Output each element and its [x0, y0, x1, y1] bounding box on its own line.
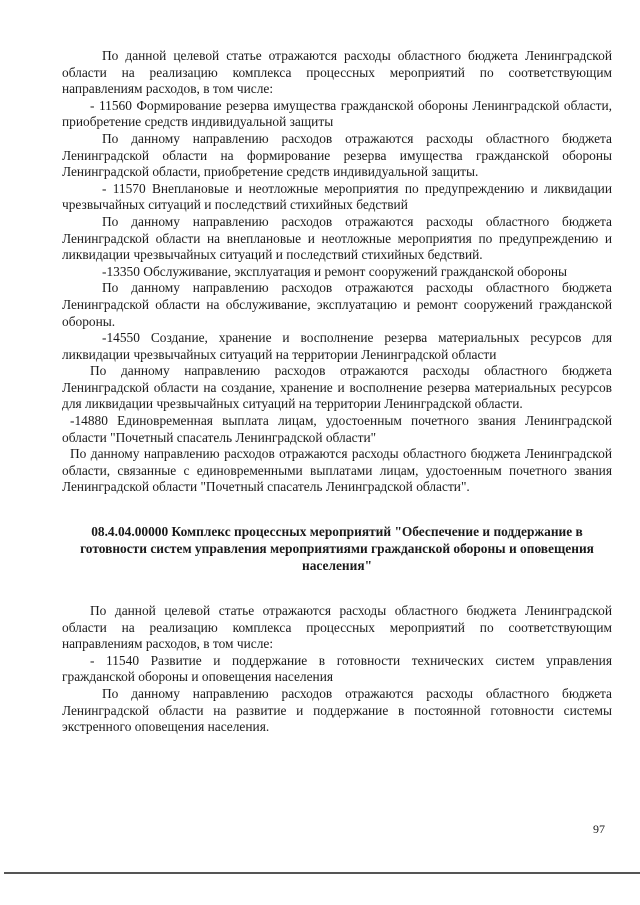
paragraph-description-13350: По данному направлению расходов отражаются расходы областного бюджета Ленинградской области на обслуживание, эксплуатацию и ремонт сооружений гражданской обороны.: [62, 280, 612, 329]
section-heading: 08.4.04.00000 Комплекс процессных мероприятий "Обеспечение и поддержание в готовности систем управления мероприятиями гражданской обороны и оповещения населения": [80, 524, 594, 574]
paragraph-description-14550: По данному направлению расходов отражаются расходы областного бюджета Ленинградской области на создание, хранение и восполнение резерва материальных ресурсов для ликвидации чрезвычайных ситуаций на территории Ленинградской области.: [62, 363, 612, 412]
paragraph-item-14880: -14880 Единовременная выплата лицам, удостоенным почетного звания Ленинградской области "Почетный спасатель Ленинградской области": [62, 413, 612, 445]
bottom-rule: [4, 872, 640, 874]
paragraph-item-14550: -14550 Создание, хранение и восполнение резерва материальных ресурсов для ликвидации чрезвычайных ситуаций на территории Ленинградской области: [62, 330, 612, 362]
paragraph-intro: По данной целевой статье отражаются расходы областного бюджета Ленинградской области на реализацию комплекса процессных мероприятий по соответствующим направлениям расходов, в том числе:: [62, 48, 612, 97]
paragraph-description-11560: По данному направлению расходов отражаются расходы областного бюджета Ленинградской области на формирование резерва имущества гражданской обороны Ленинградской области, приобретение средств индивидуальной защиты.: [62, 130, 612, 180]
paragraph-item-11540: - 11540 Развитие и поддержание в готовности технических систем управления гражданской обороны и оповещения населения: [62, 652, 612, 685]
paragraph-item-11560: - 11560 Формирование резерва имущества гражданской обороны Ленинградской области, приобретение средств индивидуальной защиты: [62, 97, 612, 130]
paragraph-description-14880: По данному направлению расходов отражаются расходы областного бюджета Ленинградской области, связанные с единовременными выплатами лицам, удостоенным почетного звания Ленинградской области "Почетный спасатель Ленинградской области".: [62, 446, 612, 495]
document-page: [62, 48, 612, 736]
paragraph-intro-section: По данной целевой статье отражаются расходы областного бюджета Ленинградской области на реализацию комплекса процессных мероприятий по соответствующим направлениям расходов, в том числе:: [62, 603, 612, 652]
paragraph-item-13350: -13350 Обслуживание, эксплуатация и ремонт сооружений гражданской обороны: [102, 263, 567, 279]
paragraph-description-11540: По данному направлению расходов отражаются расходы областного бюджета Ленинградской области на развитие и поддержание в постоянной готовности системы экстренного оповещения населения.: [62, 686, 612, 735]
page-number: 97: [593, 822, 605, 836]
paragraph-description-11570: По данному направлению расходов отражаются расходы областного бюджета Ленинградской области на внеплановые и неотложные мероприятия по предупреждению и ликвидации чрезвычайных ситуаций и последствий стихийных бедствий.: [62, 213, 612, 263]
paragraph-item-11570: - 11570 Внеплановые и неотложные мероприятия по предупреждению и ликвидации чрезвычайных ситуаций и последствий стихийных бедствий: [62, 180, 612, 213]
